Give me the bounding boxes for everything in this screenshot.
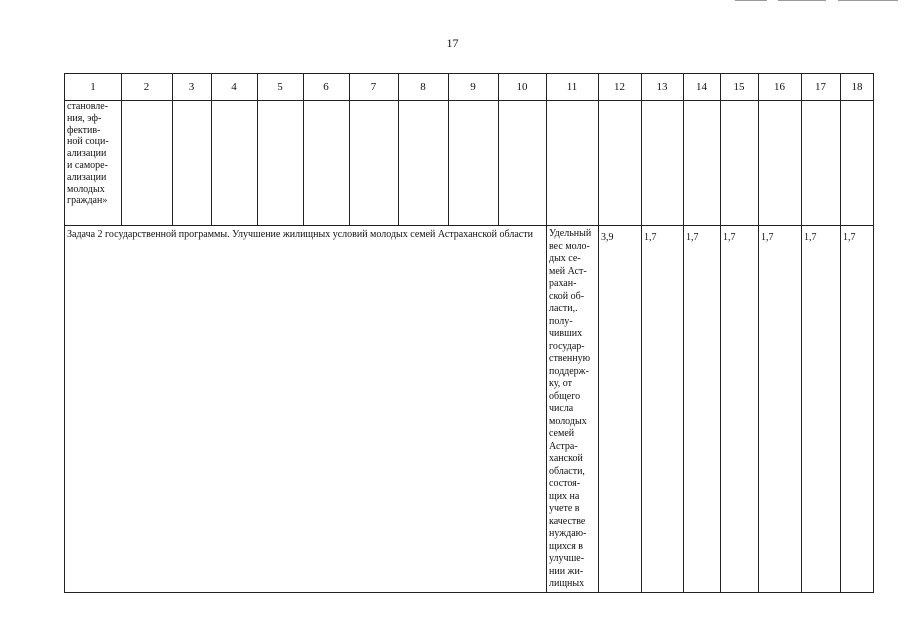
col-header-7: 7	[370, 81, 377, 93]
value-col-17: 1,7	[804, 232, 817, 243]
col-divider-15	[758, 74, 759, 592]
value-col-14: 1,7	[686, 232, 699, 243]
col-header-5: 5	[277, 81, 283, 93]
col-header-6: 6	[323, 81, 329, 93]
row-separator	[65, 225, 873, 226]
col-divider-17	[840, 74, 841, 592]
col-divider-10	[546, 74, 547, 592]
indicators-table	[64, 73, 874, 593]
indicator-text: Удельный вес моло- дых се- мей Аст- рахан- ской об- ласти,. полу- чивших государ- ственную поддерж- ку, от общего числа молодых семей Астра- ханской области, состоя- щих на учете в качестве нуждаю- щихся в улучше- нии жи- лищных	[549, 228, 592, 589]
col-header-18: 18	[851, 81, 863, 93]
value-col-15: 1,7	[723, 232, 736, 243]
col-header-9: 9	[470, 81, 476, 93]
col-header-1: 1	[90, 81, 96, 93]
scan-mark	[735, 0, 767, 1]
page-number: 17	[446, 36, 459, 50]
scan-mark	[838, 0, 898, 1]
col-header-14: 14	[696, 81, 707, 93]
col-divider-16	[801, 74, 802, 592]
value-col-13: 1,7	[644, 232, 657, 243]
scan-mark	[778, 0, 826, 1]
col-header-4: 4	[231, 81, 237, 93]
value-col-18: 1,7	[843, 232, 856, 243]
col-header-3: 3	[188, 81, 195, 93]
col-header-8: 8	[420, 81, 426, 93]
col-header-15: 15	[733, 81, 745, 93]
col-header-11: 11	[566, 81, 578, 93]
col-header-12: 12	[614, 81, 625, 93]
col-divider-14	[720, 74, 721, 592]
col-header-17: 17	[815, 81, 826, 93]
value-col-16: 1,7	[761, 232, 774, 243]
col-header-2: 2	[143, 81, 150, 93]
col-header-16: 16	[774, 81, 785, 93]
col-header-10: 10	[516, 81, 528, 93]
continued-goal-text: становле- ния, эф- фектив- ной соци- ализации и саморе- ализации молодых граждан»	[67, 101, 109, 207]
col-header-13: 13	[656, 81, 668, 93]
col-divider-13	[683, 74, 684, 592]
task-heading: Задача 2 государственной программы. Улучшение жилищных условий молодых семей Астраханской области	[67, 229, 533, 240]
col-divider-11	[598, 74, 599, 592]
value-col-12: 3,9	[601, 232, 614, 243]
header-separator	[65, 100, 873, 101]
col-divider-12	[641, 74, 642, 592]
